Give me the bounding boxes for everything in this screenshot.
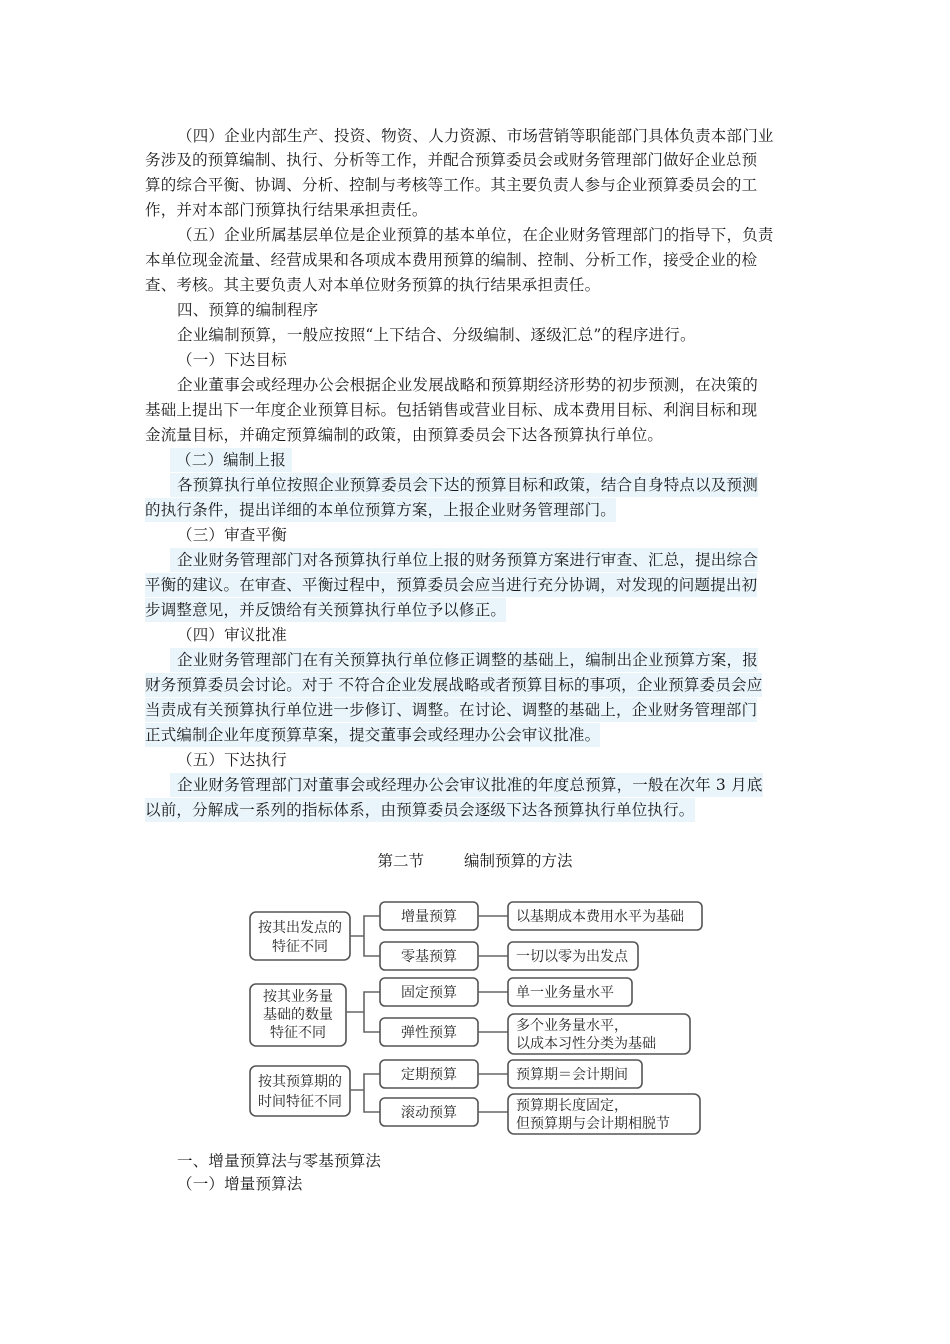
paragraph-line: （四）企业内部生产、投资、物资、人力资源、市场营销等职能部门具体负责本部门业 [177, 127, 774, 145]
connector [346, 992, 380, 1032]
paragraph-line-highlighted: 企业财务管理部门在有关预算执行单位修正调整的基础上，编制出企业预算方案，报 [170, 648, 758, 672]
paragraph-line: 企业编制预算，一般应按照“上下结合、分级编制、逐级汇总”的程序进行。 [177, 326, 696, 344]
category-text: 基础的数量 [263, 1007, 333, 1023]
paragraph-line: 查、考核。其主要负责人对本单位财务预算的执行结果承担责任。 [145, 276, 601, 294]
desc-text: 以成本习性分类为基础 [516, 1036, 656, 1052]
paragraph-line-highlighted: 以前，分解成一系列的指标体系，由预算委员会逐级下达各预算执行单位执行。 [145, 798, 695, 822]
desc-text: 单一业务量水平 [516, 985, 614, 1001]
category-text: 按其出发点的 [258, 920, 342, 936]
paragraph-line: 本单位现金流量、经营成果和各项成本费用预算的编制、控制、分析工作，接受企业的检 [145, 251, 758, 269]
connector [478, 916, 508, 956]
desc-text: 以基期成本费用水平为基础 [516, 909, 684, 925]
category-text: 时间特征不同 [258, 1094, 342, 1110]
desc-text: 但预算期与会计期相脱节 [516, 1116, 670, 1132]
category-text: 特征不同 [270, 1025, 326, 1041]
paragraph-line: 金流量目标，并确定预算编制的政策，由预算委员会下达各预算执行单位。 [145, 426, 664, 444]
paragraph-line: 企业董事会或经理办公会根据企业发展战略和预算期经济形势的初步预测，在决策的 [177, 376, 758, 394]
desc-text: 预算期长度固定， [516, 1098, 628, 1114]
subheading-highlighted: （二）编制上报 [170, 448, 292, 472]
paragraph-line-highlighted: 各预算执行单位按照企业预算委员会下达的预算目标和政策，结合自身特点以及预测 [170, 473, 758, 497]
connector [478, 1074, 508, 1112]
desc-text: 一切以零为出发点 [516, 949, 628, 965]
paragraph-line-highlighted: 财务预算委员会讨论。对于 不符合企业发展战略或者预算目标的事项，企业预算委员会应 [145, 673, 762, 697]
connector [350, 1074, 380, 1112]
paragraph-line-highlighted: 正式编制企业年度预算草案，提交董事会或经理办公会审议批准。 [145, 723, 600, 747]
connector [350, 916, 380, 956]
paragraph-line-highlighted: 步调整意见，并反馈给有关预算执行单位予以修正。 [145, 598, 506, 622]
method-text: 滚动预算 [401, 1105, 457, 1121]
section-heading: 四、预算的编制程序 [177, 301, 319, 319]
paragraph-line: 基础上提出下一年度企业预算目标。包括销售或营业目标、成本费用目标、利润目标和现 [145, 401, 758, 419]
paragraph-line-highlighted: 当责成有关预算执行单位进一步修订、调整。在讨论、调整的基础上，企业财务管理部门 [145, 698, 757, 722]
section-number: 第二节 [377, 852, 424, 870]
paragraph-line: 务涉及的预算编制、执行、分析等工作，并配合预算委员会或财务管理部门做好企业总预 [145, 151, 758, 169]
desc-text: 预算期＝会计期间 [516, 1067, 628, 1083]
section-name: 编制预算的方法 [464, 852, 573, 870]
subheading: （一）下达目标 [177, 351, 287, 369]
paragraph-line: 作，并对本部门预算执行结果承担责任。 [145, 201, 428, 219]
method-text: 增量预算 [401, 909, 457, 925]
subheading: （三）审查平衡 [177, 526, 287, 544]
category-text: 按其预算期的 [258, 1074, 342, 1090]
method-text: 弹性预算 [401, 1025, 457, 1041]
section-heading: 一、增量预算法与零基预算法 [177, 1152, 382, 1170]
paragraph-line-highlighted: 企业财务管理部门对各预算执行单位上报的财务预算方案进行审查、汇总，提出综合 [170, 548, 758, 572]
paragraph-line: 算的综合平衡、协调、分析、控制与考核等工作。其主要负责人参与企业预算委员会的工 [145, 176, 758, 194]
subheading: （五）下达执行 [177, 751, 287, 769]
category-text: 按其业务量 [263, 989, 333, 1005]
method-text: 定期预算 [401, 1067, 457, 1083]
paragraph-line: （五）企业所属基层单位是企业预算的基本单位，在企业财务管理部门的指导下，负责 [177, 226, 774, 244]
method-text: 固定预算 [401, 985, 457, 1001]
paragraph-line-highlighted: 企业财务管理部门对董事会或经理办公会审议批准的年度总预算，一般在次年 3 月底 [170, 773, 763, 797]
paragraph-line-highlighted: 的执行条件，提出详细的本单位预算方案，上报企业财务管理部门。 [145, 498, 616, 522]
paragraph-line-highlighted: 平衡的建议。在审查、平衡过程中，预算委员会应当进行充分协调，对发现的问题提出初 [145, 573, 757, 597]
subheading: （四）审议批准 [177, 626, 287, 644]
method-text: 零基预算 [401, 949, 457, 965]
desc-text: 多个业务量水平， [516, 1018, 628, 1034]
subheading: （一）增量预算法 [177, 1175, 303, 1193]
category-text: 特征不同 [272, 939, 328, 955]
connector [478, 992, 508, 1032]
